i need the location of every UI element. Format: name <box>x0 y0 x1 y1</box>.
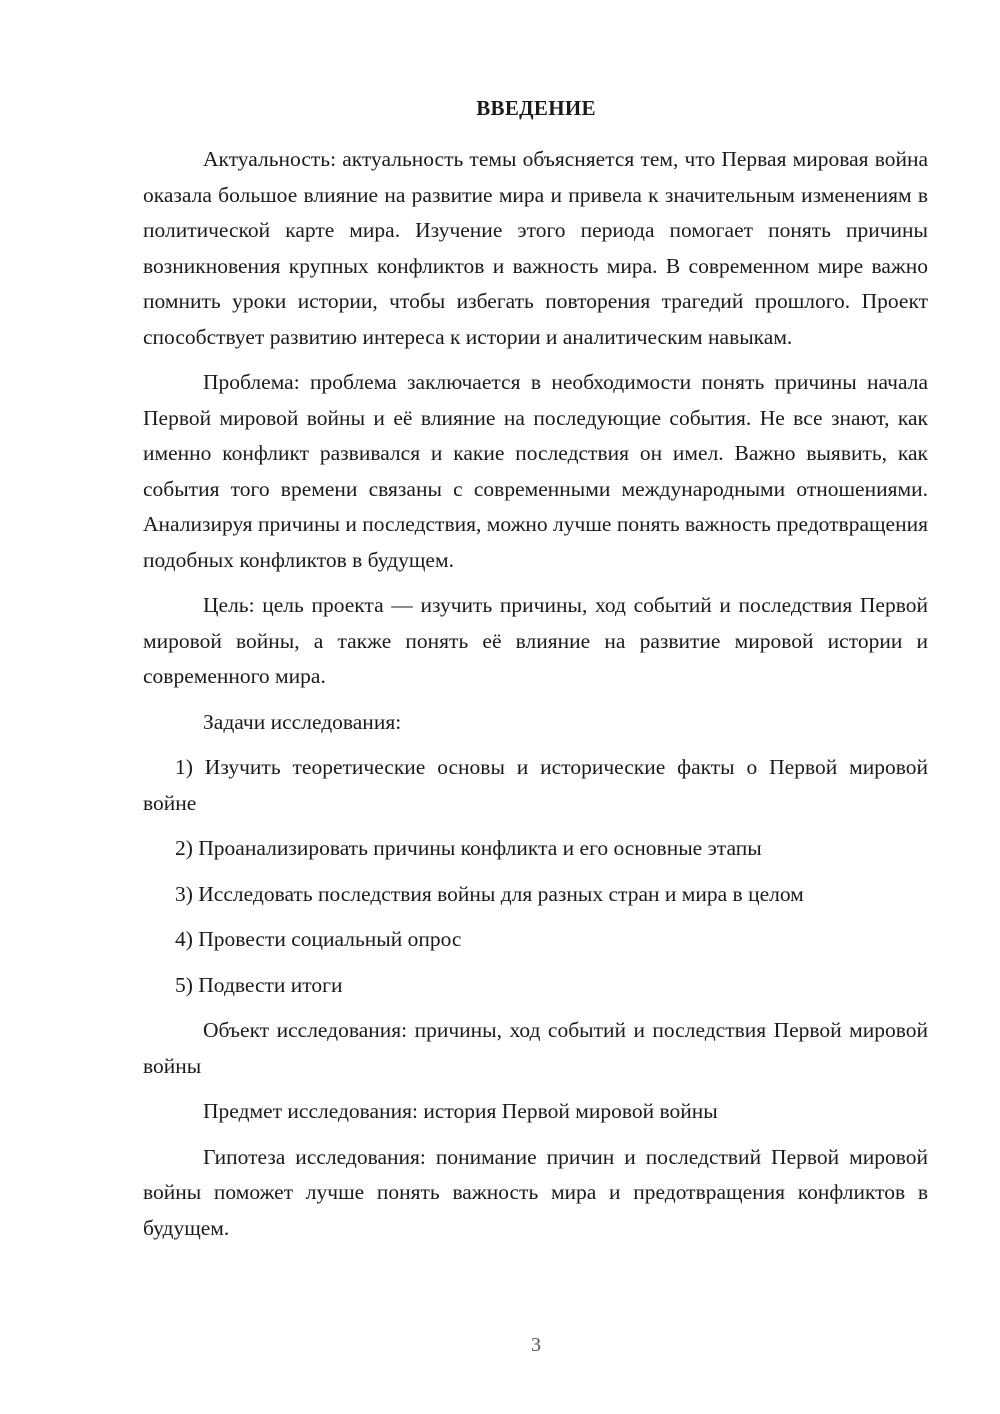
document-body <box>143 142 928 1246</box>
task-item-3: 3) Исследовать последствия войны для разных стран и мира в целом <box>175 881 804 906</box>
task-item-5: 5) Подвести итоги <box>175 972 343 997</box>
page-number: 3 <box>531 1334 541 1356</box>
hypothesis-paragraph: Гипотеза исследования: понимание причин и последствий Первой мировой войны поможет лучше понять важность мира и предотвращения конфликтов в будущем. <box>143 1144 928 1240</box>
goal-paragraph: Цель: цель проекта — изучить причины, ход событий и последствия Первой мировой войны, а также понять её влияние на развитие мировой истории и современного мира. <box>143 593 928 688</box>
subject-paragraph: Предмет исследования: история Первой мировой войны <box>203 1099 718 1123</box>
problem-paragraph: Проблема: проблема заключается в необходимости понять причины начала Первой мировой войны и её влияние на последующие события. Не все знают, как именно конфликт развивался и какие последствия он имел. Важно выявить, как события того времени связаны с современными международными отношениями. Анализируя причины и последствия, можно лучше понять важность предотвращения подобных конфликтов в будущем. <box>143 370 928 572</box>
task-item-1: 1) Изучить теоретические основы и исторические факты о Первой мировой войне <box>143 755 928 815</box>
page-title: ВВЕДЕНИЕ <box>476 96 596 120</box>
task-item-2: 2) Проанализировать причины конфликта и его основные этапы <box>175 836 762 860</box>
task-item-4: 4) Провести социальный опрос <box>175 927 462 951</box>
tasks-heading: Задачи исследования: <box>203 709 402 734</box>
object-paragraph: Объект исследования: причины, ход событий и последствия Первой мировой войны <box>143 1018 928 1078</box>
relevance-paragraph: Актуальность: актуальность темы объясняется тем, что Первая мировая война оказала большое влияние на развитие мира и привела к значительным изменениям в политической карте мира. Изучение этого периода помогает понять причины возникновения крупных конфликтов и важность мира. В современном мире важно помнить уроки истории, чтобы избегать повторения трагедий прошлого. Проект способствует развитию интереса к истории и аналитическим навыкам. <box>143 147 928 349</box>
